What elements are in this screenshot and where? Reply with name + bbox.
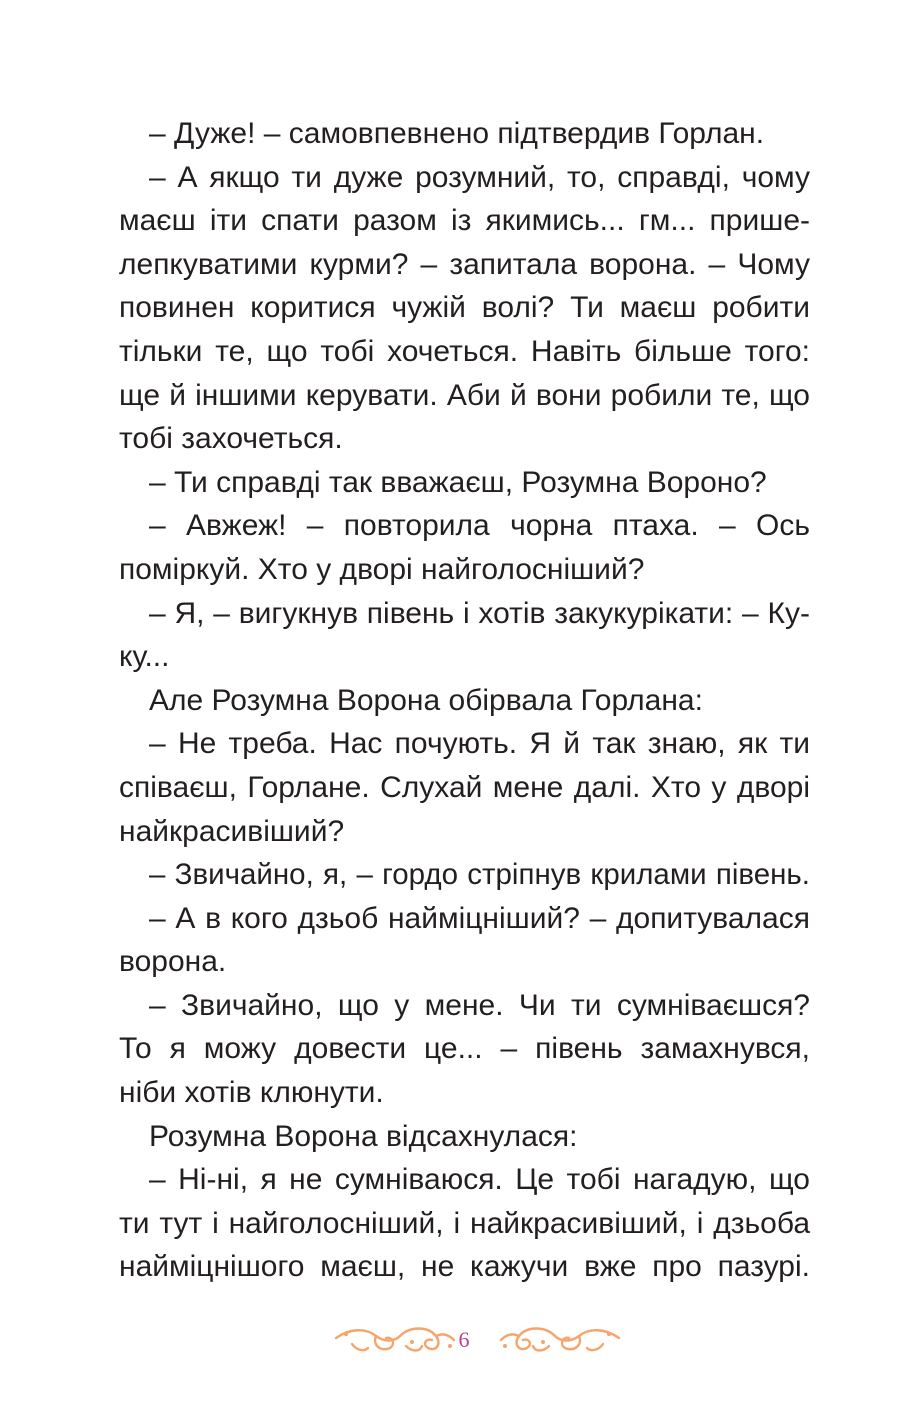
text-line: ти тут і найголосніший, і найкрасивіший, і дзьоба	[119, 1206, 810, 1240]
text-line: найкрасивіший?	[119, 814, 345, 848]
floral-swirl-icon	[497, 1322, 623, 1356]
text-line: – Я, – вигукнув півень і хотів закукурікати: – Ку-	[149, 596, 810, 630]
body-text	[119, 112, 810, 1289]
text-line: – А якщо ти дуже розумний, то, справді, чому	[149, 160, 810, 194]
text-line: ворона.	[119, 945, 227, 979]
text-line: повинен коритися чужій волі? Ти маєш робити	[119, 291, 810, 325]
text-line: – Дуже! – самовпевнено підтвердив Горлан.	[149, 117, 765, 150]
text-line: Але Розумна Ворона обірвала Горлана:	[149, 683, 703, 717]
text-line: – Ні-ні, я не сумніваюся. Це тобі нагадую, що	[149, 1163, 810, 1197]
text-line: тільки те, що тобі хочеться. Навіть більше того:	[119, 334, 810, 368]
text-line: – Звичайно, що у мене. Чи ти сумніваєшся?	[149, 988, 810, 1022]
text-line: – Не треба. Нас почують. Я й так знаю, як ти	[149, 727, 810, 761]
text-line: – А в кого дзьоб наймiцніший? – допитувалася	[149, 901, 810, 935]
text-line: – Ти справді так вважаєш, Розумна Вороно?	[149, 465, 767, 499]
page-number: 6	[458, 1327, 470, 1352]
text-line: поміркуй. Хто у дворі найголосніший?	[119, 552, 645, 586]
text-line: наймiцнішого маєш, не кажучи вже про пазурі.	[119, 1250, 810, 1284]
text-line: Розумна Ворона відсахнулася:	[149, 1119, 578, 1153]
text-line: ще й іншими керувати. Аби й вони робили те, що	[119, 378, 810, 412]
page-footer	[0, 1320, 904, 1360]
text-line: То я можу довести це... – півень замахнувся,	[119, 1032, 810, 1066]
text-line: тобі захочеться.	[119, 422, 343, 456]
text-line: – Авжеж! – повторила чорна птаха. – Ось	[149, 509, 810, 543]
text-line: маєш іти спати разом із якимись... гм... прише-	[119, 204, 810, 238]
text-line: співаєш, Горлане. Слухай мене далі. Хто у дворі	[119, 770, 810, 804]
text-line: ку...	[119, 640, 170, 674]
text-line: – Звичайно, я, – гордо стріпнув крилами півень.	[149, 858, 810, 892]
text-line: лепкуватими курми? – запитала ворона. – Чому	[119, 247, 810, 281]
text-line: ніби хотів клюнути.	[119, 1076, 384, 1110]
